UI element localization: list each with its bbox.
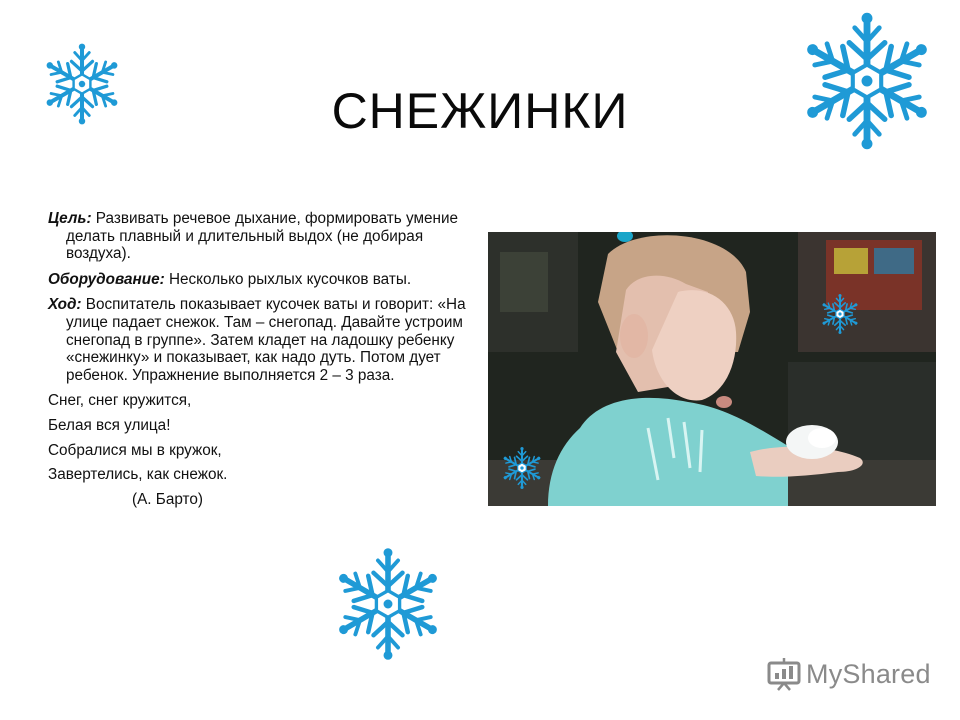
goal-text: Развивать речевое дыхание, формировать умение делать плавный и длительный выдох (не добирая воздуха). bbox=[66, 210, 458, 263]
poem-line: Снег, снег кружится, bbox=[48, 392, 192, 410]
exercise-description bbox=[48, 210, 468, 508]
goal-paragraph bbox=[48, 210, 468, 263]
myshared-watermark bbox=[766, 654, 931, 694]
presentation-board-icon bbox=[766, 656, 802, 692]
equipment-paragraph bbox=[48, 271, 468, 289]
snowflake-icon bbox=[330, 540, 446, 668]
child-blowing-cotton-photo bbox=[488, 232, 936, 506]
slide-title: СНЕЖИНКИ bbox=[331, 83, 629, 139]
equipment-label: Оборудование: bbox=[48, 270, 165, 288]
goal-label: Цель: bbox=[48, 210, 92, 227]
equipment-text: Несколько рыхлых кусочков ваты. bbox=[164, 270, 412, 288]
watermark-text: MyShared bbox=[806, 658, 931, 689]
procedure-paragraph bbox=[48, 296, 468, 384]
procedure-label: Ход: bbox=[48, 296, 82, 314]
poem-line: Завертелись, как снежок. bbox=[48, 466, 228, 484]
poem-author: (А. Барто) bbox=[132, 490, 203, 508]
poem-line: Белая вся улица! bbox=[48, 416, 171, 434]
procedure-text: Воспитатель показывает кусочек ваты и говорит: «На улице падает снежок. Там – снегопад. Давайте устроим снегопад в группе». Затем кладет на ладошку ребенку «снежинку» и показывает, как надо дуть. Потом дует ребенок. Упражнение выполняется 2 – 3 раза. bbox=[66, 296, 466, 384]
poem-line: Собралися мы в кружок, bbox=[48, 441, 222, 459]
